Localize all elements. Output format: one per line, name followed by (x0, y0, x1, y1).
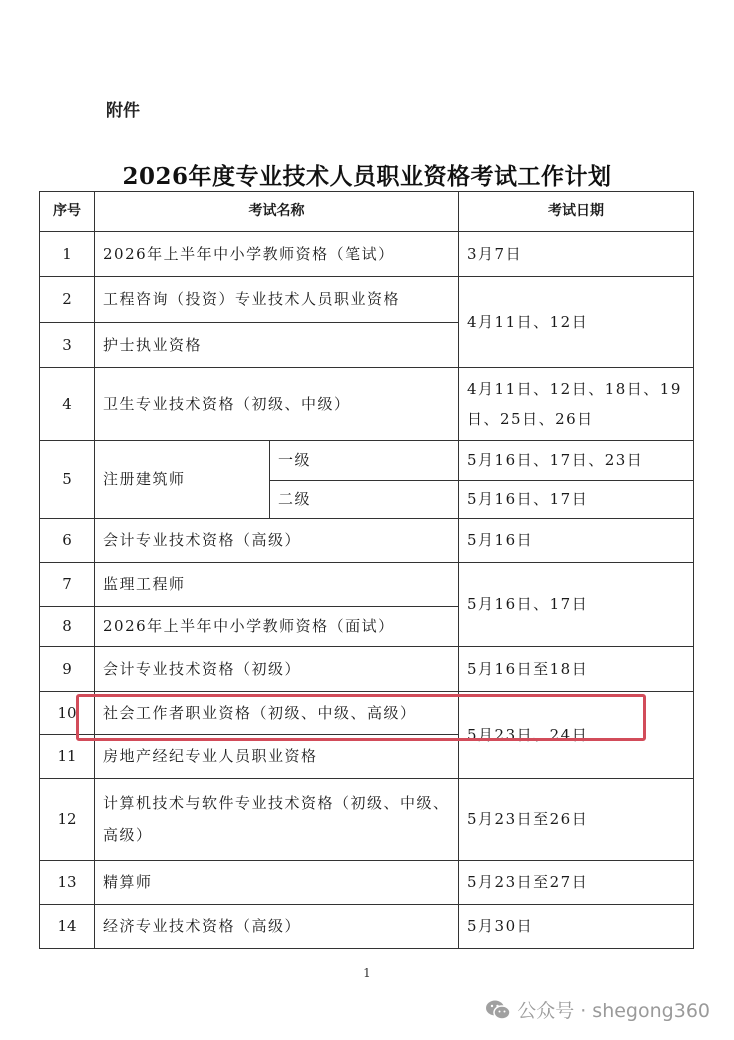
row-index: 12 (40, 779, 95, 861)
header-index: 序号 (40, 192, 95, 232)
watermark-text: 公众号 · shegong360 (517, 1000, 710, 1022)
exam-sublevel: 二级 (270, 481, 459, 519)
exam-name: 会计专业技术资格（高级） (95, 519, 459, 563)
exam-date: 4月11日、12日、18日、19日、25日、26日 (459, 368, 694, 441)
row-index: 3 (40, 323, 95, 368)
exam-plan-table (39, 191, 694, 949)
exam-name: 计算机技术与软件专业技术资格（初级、中级、高级） (95, 779, 459, 861)
row-index: 13 (40, 861, 95, 905)
attachment-label: 附件 (106, 101, 140, 121)
header-date: 考试日期 (459, 192, 694, 232)
table-row (40, 519, 694, 563)
table-row (40, 692, 694, 735)
exam-date: 5月16日 (459, 519, 694, 563)
row-index: 4 (40, 368, 95, 441)
exam-name: 会计专业技术资格（初级） (95, 647, 459, 692)
exam-date: 5月16日、17日 (459, 563, 694, 647)
exam-name: 房地产经纪专业人员职业资格 (95, 735, 459, 779)
header-name: 考试名称 (95, 192, 459, 232)
table-row (40, 277, 694, 323)
exam-name: 社会工作者职业资格（初级、中级、高级） (95, 692, 459, 735)
exam-date: 5月23日至26日 (459, 779, 694, 861)
table-row (40, 563, 694, 607)
exam-date: 5月23日至27日 (459, 861, 694, 905)
exam-name: 2026年上半年中小学教师资格（笔试） (95, 232, 459, 277)
table-row (40, 441, 694, 481)
row-index: 1 (40, 232, 95, 277)
exam-name: 监理工程师 (95, 563, 459, 607)
exam-date: 5月16日、17日、23日 (459, 441, 694, 481)
exam-name: 2026年上半年中小学教师资格（面试） (95, 607, 459, 647)
exam-date: 3月7日 (459, 232, 694, 277)
row-index: 6 (40, 519, 95, 563)
exam-name: 经济专业技术资格（高级） (95, 905, 459, 949)
row-index: 14 (40, 905, 95, 949)
table-row (40, 368, 694, 441)
table-row (40, 905, 694, 949)
table-row (40, 779, 694, 861)
table-row (40, 861, 694, 905)
row-index: 5 (40, 441, 95, 519)
wechat-icon (485, 999, 511, 1021)
row-index: 2 (40, 277, 95, 323)
row-index: 10 (40, 692, 95, 735)
exam-name: 精算师 (95, 861, 459, 905)
row-index: 11 (40, 735, 95, 779)
row-index: 9 (40, 647, 95, 692)
exam-date: 5月16日至18日 (459, 647, 694, 692)
table-header-row (40, 192, 694, 232)
exam-name: 护士执业资格 (95, 323, 459, 368)
watermark (485, 996, 710, 1023)
exam-name: 工程咨询（投资）专业技术人员职业资格 (95, 277, 459, 323)
row-index: 7 (40, 563, 95, 607)
row-index: 8 (40, 607, 95, 647)
exam-date: 5月23日、24日 (459, 692, 694, 779)
exam-date: 5月30日 (459, 905, 694, 949)
exam-sublevel: 一级 (270, 441, 459, 481)
exam-name: 卫生专业技术资格（初级、中级） (95, 368, 459, 441)
table-row (40, 232, 694, 277)
table-row (40, 647, 694, 692)
exam-date: 4月11日、12日 (459, 277, 694, 368)
document-title: 2026年度专业技术人员职业资格考试工作计划 (122, 163, 612, 190)
exam-name: 注册建筑师 (95, 441, 270, 519)
exam-date: 5月16日、17日 (459, 481, 694, 519)
page-number: 1 (363, 966, 371, 980)
